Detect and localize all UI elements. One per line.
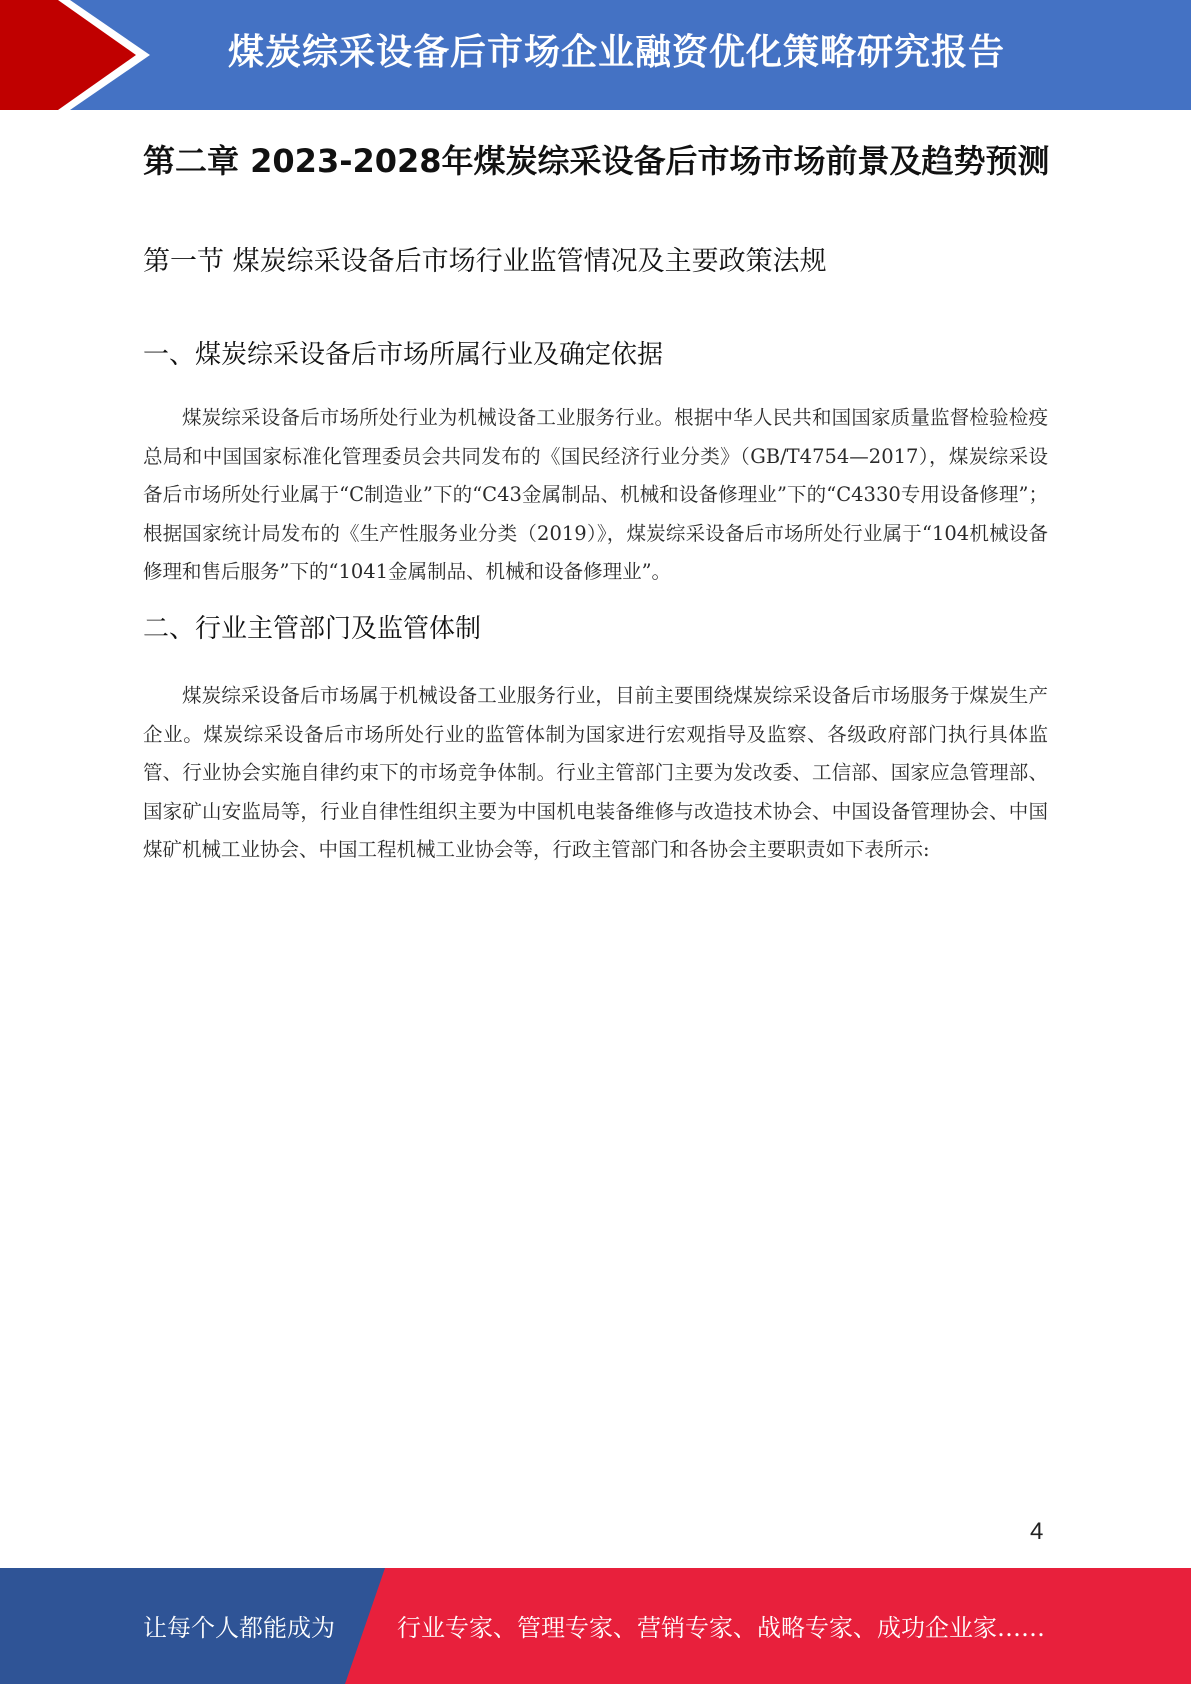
report-title: 煤炭综采设备后市场企业融资优化策略研究报告 [228, 32, 1006, 73]
subsection-paragraph-2: 煤炭综采设备后市场属于机械设备工业服务行业，目前主要围绕煤炭综采设备后市场服务于煤炭生产企业。煤炭综采设备后市场所处行业的监管体制为国家进行宏观指导及监察、各级政府部门执行具体监管、行业协会实施自律约束下的市场竞争体制。行业主管部门主要为发改委、工信部、国家应急管理部、国家矿山安监局等，行业自律性组织主要为中国机电装备维修与改造技术协会、中国设备管理协会、中国煤矿机械工业协会、中国工程机械工业协会等，行政主管部门和各协会主要职责如下表所示: [143, 684, 1048, 861]
subsection-paragraph-1: 煤炭综采设备后市场所处行业为机械设备工业服务行业。根据中华人民共和国国家质量监督检验检疫总局和中国国家标准化管理委员会共同发布的《国民经济行业分类》（GB/T4754—2017），煤炭综采设备后市场所处行业属于“C制造业”下的“C43金属制品、机械和设备修理业”下的“C4330专用设备修理”；根据国家统计局发布的《生产性服务业分类（2019）》，煤炭综采设备后市场所处行业属于“104机械设备修理和售后服务”下的“1041金属制品、机械和设备修理业”。 [143, 406, 1048, 583]
subsection-title-2: 二、行业主管部门及监管体制 [143, 614, 482, 644]
section-title: 第一节 煤炭综采设备后市场行业监管情况及主要政策法规 [143, 246, 827, 277]
page-footer-banner [0, 1568, 1191, 1684]
chapter-title: 第二章 2023-2028年煤炭综采设备后市场市场前景及趋势预测 [143, 142, 1050, 180]
page-header-banner [0, 0, 1191, 110]
footer-slogan-right: 行业专家、管理专家、营销专家、战略专家、成功企业家…… [397, 1614, 1045, 1642]
footer-slogan-left: 让每个人都能成为 [143, 1614, 335, 1642]
subsection-title-1: 一、煤炭综采设备后市场所属行业及确定依据 [143, 340, 664, 370]
page-number: 4 [1030, 1518, 1044, 1545]
